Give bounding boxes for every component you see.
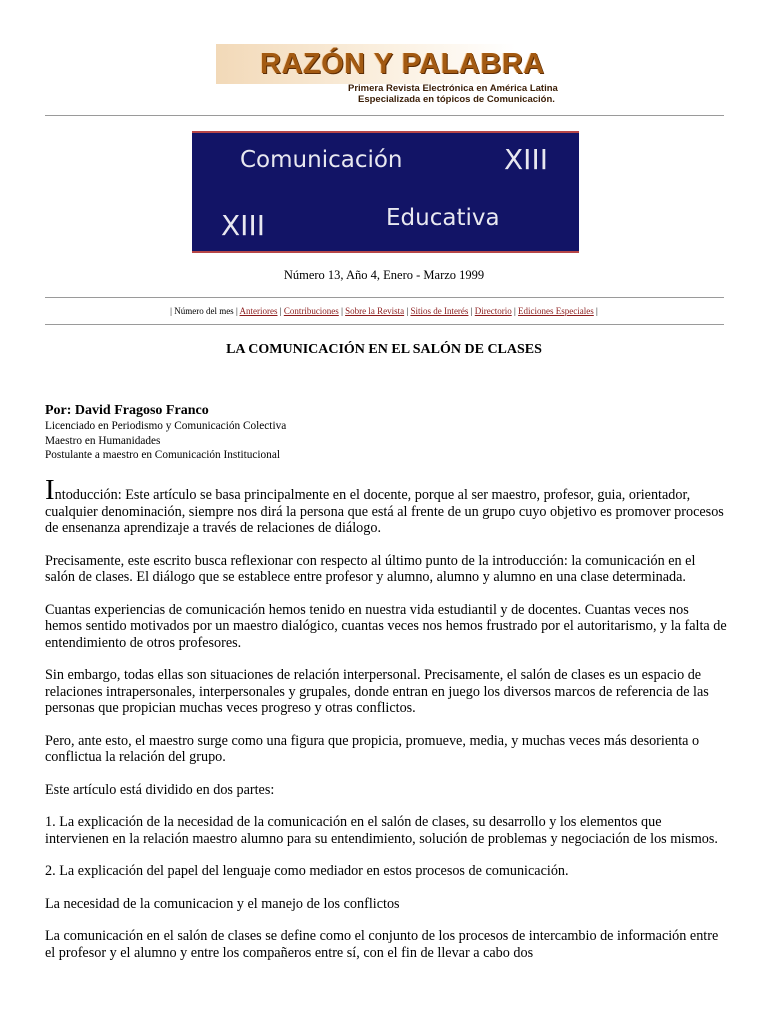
site-nav: | Número del mes | Anteriores | Contribuciones | Sobre la Revista | Sitios de Interés | Directorio | Ediciones Especiales | <box>170 306 598 316</box>
issue-line: Número 13, Año 4, Enero - Marzo 1999 <box>283 268 485 282</box>
body-paragraph: Pero, ante esto, el maestro surge como una figura que propicia, promueve, media, y muchas veces más desorienta o conflictua la relación del grupo. <box>45 732 700 765</box>
body-paragraph: Sin embargo, todas ellas son situaciones de relación interpersonal. Precisamente, el salón de clases es un espacio de relaciones intrapersonales, interpersonales y grupales, donde entran en juego los diversos marcos de referencia de las personas que propician muchas veces progreso y otras conflictos. <box>45 667 709 716</box>
body-paragraph: 2. La explicación del papel del lenguaje como mediador en estos procesos de comunicación. <box>45 863 569 879</box>
nav-link-directorio[interactable]: Directorio <box>474 306 512 316</box>
issue-banner <box>192 131 579 253</box>
article-body <box>45 474 727 977</box>
body-paragraph: La comunicación en el salón de clases se define como el conjunto de los procesos de intercambio de información entre el profesor y el alumno y entre los compañeros entre sí, con el fin de llevar a cabo dos <box>45 928 719 961</box>
banner-word-educativa: Educativa <box>386 205 500 231</box>
body-paragraph: 1. La explicación de la necesidad de la comunicación en el salón de clases, su desarrollo y los elementos que intervienen en la relación maestro alumno para su entendimiento, solución de problemas y negociación de los mismos. <box>45 814 718 847</box>
intro-text: ntoducción: Este artículo se basa principalmente en el docente, porque al ser maestro, profesor, guia, orientador, cualquier denominación, siempre nos dirá la persona que está al frente de un grupo cuyo objetivo es promover procesos de ensenanza aprendizaje a través de relaciones de diálogo. <box>45 487 724 536</box>
banner-word-comunicacion: Comunicación <box>240 147 403 173</box>
logo-wordmark: RAZÓN Y PALABRA <box>260 48 545 80</box>
nav-item-numero-del-mes[interactable]: Número del mes <box>174 306 234 316</box>
divider <box>45 297 724 298</box>
banner-numeral: XIII <box>221 209 265 242</box>
article-title: LA COMUNICACIÓN EN EL SALÓN DE CLASES <box>226 342 542 357</box>
drop-cap: I <box>45 474 55 506</box>
author-credential: Maestro en Humanidades <box>45 434 161 447</box>
author-credential: Postulante a maestro en Comunicación Institucional <box>45 449 280 461</box>
nav-link-sobre-la-revista[interactable]: Sobre la Revista <box>345 306 405 316</box>
author-name: Por: David Fragoso Franco <box>45 403 209 418</box>
body-paragraph: Cuantas experiencias de comunicación hemos tenido en nuestra vida estudiantil y de docentes. Cuantas veces nos hemos sentido motivados por un maestro dialógico, cuantas veces nos hemos frustrado por el autoritarismo, y la falta de entendimiento de otros profesores. <box>45 601 727 651</box>
divider <box>45 324 724 325</box>
masthead-logo[interactable] <box>216 38 556 110</box>
nav-link-contribuciones[interactable]: Contribuciones <box>283 306 339 316</box>
nav-link-sitios-de-interes[interactable]: Sitios de Interés <box>410 306 469 316</box>
banner-numeral: XIII <box>504 143 548 176</box>
nav-link-ediciones-especiales[interactable]: Ediciones Especiales <box>518 306 594 316</box>
section-heading: La necesidad de la comunicacion y el manejo de los conflictos <box>45 895 400 912</box>
logo-tagline-1: Primera Revista Electrónica en América Latina <box>348 83 558 94</box>
logo-tagline-2: Especializada en tópicos de Comunicación. <box>358 94 555 105</box>
author-credential: Licenciado en Periodismo y Comunicación Colectiva <box>45 420 287 432</box>
author-block <box>45 402 725 463</box>
body-paragraph: Precisamente, este escrito busca reflexionar con respecto al último punto de la introducción: la comunicación en el salón de clases. El diálogo que se establece entre profesor y alumno, alumno y alumno en una clase determinada. <box>45 552 696 585</box>
body-paragraph: Este artículo está dividido en dos partes: <box>45 781 275 798</box>
divider <box>45 115 724 116</box>
intro-paragraph <box>45 474 727 537</box>
nav-link-anteriores[interactable]: Anteriores <box>239 306 278 316</box>
